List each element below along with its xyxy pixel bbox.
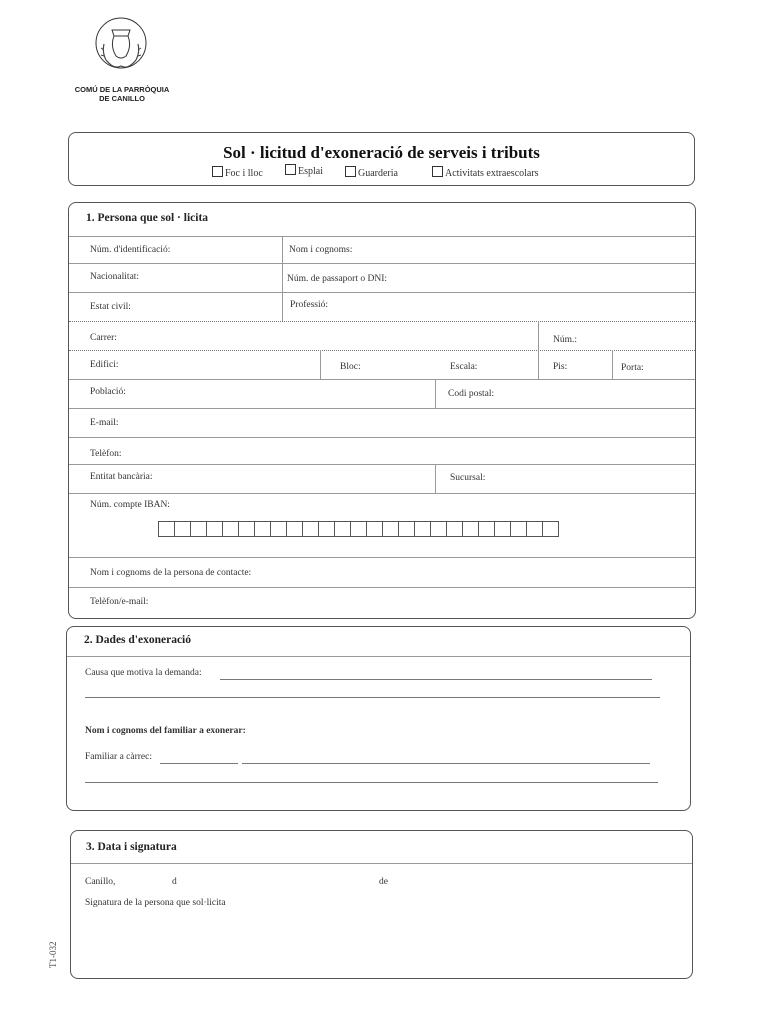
iban-box[interactable] [382, 521, 399, 537]
divider [282, 236, 283, 321]
family-line-b[interactable] [242, 763, 650, 764]
parish-seal-logo [92, 16, 150, 78]
divider [69, 587, 695, 588]
section-2-title: 2. Dades d'exoneració [84, 634, 192, 646]
postal-code-label: Codi postal: [448, 389, 495, 399]
iban-box[interactable] [542, 521, 559, 537]
checkbox-icon[interactable] [212, 166, 223, 177]
checkbox-icon[interactable] [285, 164, 296, 175]
divider [69, 263, 695, 264]
name-label: Nom i cognoms: [289, 245, 353, 255]
divider [69, 437, 695, 438]
stair-label: Escala: [450, 362, 478, 372]
section-1-title: 1. Persona que sol · licita [86, 212, 209, 224]
iban-box[interactable] [286, 521, 303, 537]
contact-phone-label: Telèfon/e-mail: [90, 597, 149, 607]
iban-box[interactable] [238, 521, 255, 537]
section-3-title: 3. Data i signatura [86, 841, 177, 853]
cause-label: Causa que motiva la demanda: [85, 668, 202, 678]
form-code: T1-032 [48, 941, 58, 968]
contact-name-label: Nom i cognoms de la persona de contacte: [90, 568, 252, 578]
iban-label: Núm. compte IBAN: [90, 500, 170, 510]
iban-box[interactable] [334, 521, 351, 537]
org-line-1: COMÚ DE LA PARRÒQUIA [74, 85, 170, 94]
family-label: Familiar a càrrec: [85, 752, 152, 762]
town-label: Població: [90, 387, 126, 397]
iban-box[interactable] [478, 521, 495, 537]
iban-box[interactable] [174, 521, 191, 537]
iban-box[interactable] [190, 521, 207, 537]
iban-box[interactable] [206, 521, 223, 537]
floor-label: Pis: [553, 362, 568, 372]
divider [69, 292, 695, 293]
cause-line-2[interactable] [85, 697, 660, 698]
checkbox-icon[interactable] [345, 166, 356, 177]
divider [69, 379, 695, 380]
divider [69, 493, 695, 494]
iban-box[interactable] [366, 521, 383, 537]
title-box [68, 132, 695, 186]
divider [69, 236, 695, 237]
family-heading: Nom i cognoms del familiar a exonerar: [85, 726, 246, 736]
org-line-2: DE CANILLO [99, 94, 145, 103]
date-de-label: de [379, 877, 388, 887]
checkbox-icon[interactable] [432, 166, 443, 177]
option-guarderia[interactable]: Guarderia [345, 166, 398, 179]
divider [435, 379, 436, 408]
divider [69, 350, 695, 351]
divider [69, 321, 695, 322]
nationality-label: Nacionalitat: [90, 272, 140, 282]
phone-label: Telèfon: [90, 449, 122, 459]
divider [320, 350, 321, 379]
divider [67, 656, 690, 657]
iban-box[interactable] [158, 521, 175, 537]
civil-status-label: Estat civil: [90, 302, 131, 312]
iban-box[interactable] [494, 521, 511, 537]
iban-box[interactable] [222, 521, 239, 537]
door-label: Porta: [621, 363, 644, 373]
iban-box[interactable] [526, 521, 543, 537]
divider [69, 464, 695, 465]
form-title: Sol · licitud d'exoneració de serveis i tributs [223, 143, 540, 162]
bank-label: Entitat bancària: [90, 472, 153, 482]
id-number-label: Núm. d'identificació: [90, 245, 171, 255]
branch-label: Sucursal: [450, 473, 486, 483]
iban-box[interactable] [254, 521, 271, 537]
passport-label: Núm. de passaport o DNI: [287, 274, 387, 284]
iban-box[interactable] [318, 521, 335, 537]
iban-box[interactable] [446, 521, 463, 537]
iban-box[interactable] [510, 521, 527, 537]
family-line-2[interactable] [85, 782, 658, 783]
divider [538, 321, 539, 379]
divider [71, 863, 692, 864]
date-d-label: d [172, 877, 177, 887]
street-label: Carrer: [90, 333, 117, 343]
iban-box[interactable] [430, 521, 447, 537]
service-options [69, 166, 694, 180]
street-number-label: Núm.: [553, 335, 578, 345]
email-label: E-mail: [90, 418, 119, 428]
option-foc-i-lloc[interactable]: Foc i lloc [212, 166, 263, 179]
iban-box[interactable] [398, 521, 415, 537]
divider [69, 557, 695, 558]
family-line-a[interactable] [160, 763, 238, 764]
organization-name [60, 85, 184, 103]
signature-label: Signatura de la persona que sol·licita [85, 898, 226, 908]
cause-line[interactable] [220, 679, 652, 680]
iban-box[interactable] [302, 521, 319, 537]
section-exoneration [66, 626, 691, 811]
profession-label: Professió: [290, 300, 328, 310]
option-esplai[interactable]: Esplai [285, 164, 323, 177]
block-label: Bloc: [340, 362, 361, 372]
iban-box[interactable] [270, 521, 287, 537]
divider [69, 408, 695, 409]
place-label: Canillo, [85, 877, 116, 887]
iban-box[interactable] [462, 521, 479, 537]
option-activitats-extraescolars[interactable]: Activitats extraescolars [432, 166, 539, 179]
iban-box[interactable] [350, 521, 367, 537]
iban-box[interactable] [414, 521, 431, 537]
iban-input-boxes[interactable] [158, 521, 558, 537]
divider [612, 350, 613, 379]
building-label: Edifici: [90, 360, 119, 370]
divider [435, 464, 436, 493]
